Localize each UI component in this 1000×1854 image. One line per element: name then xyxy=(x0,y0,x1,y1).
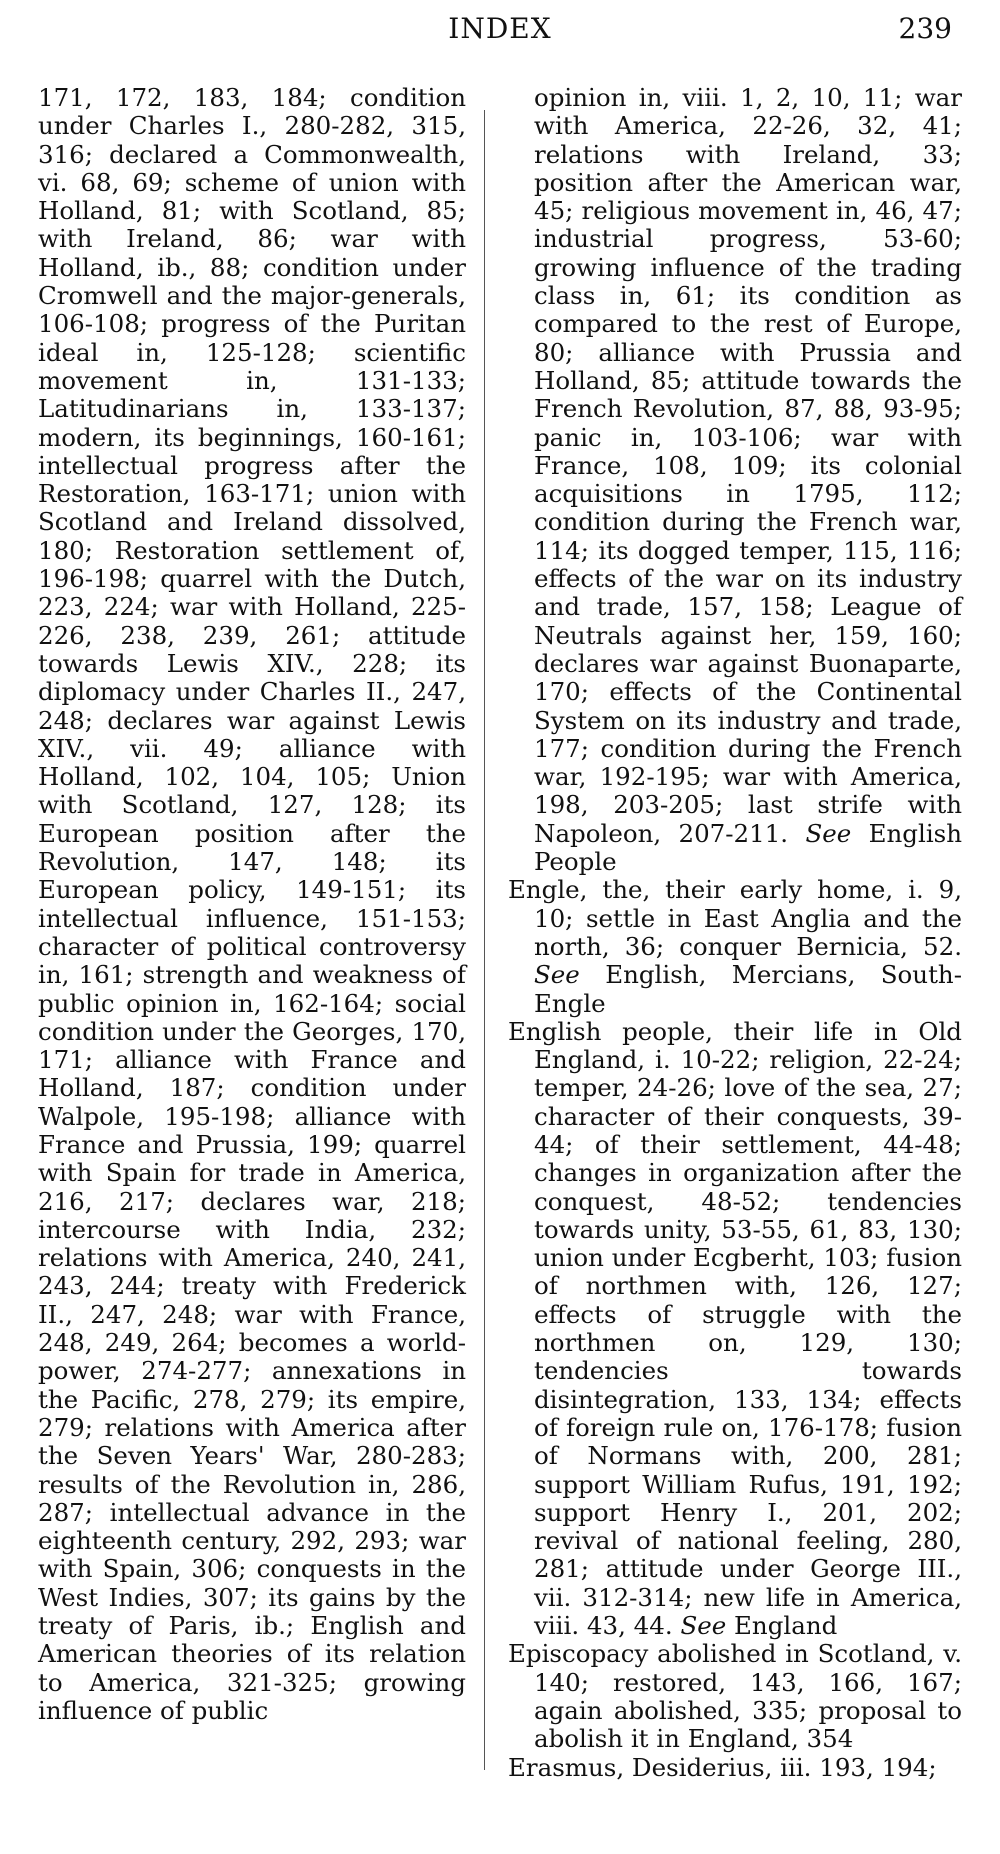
cross-reference-target: English People xyxy=(534,818,963,877)
index-entry-erasmus xyxy=(508,1754,962,1782)
page-header xyxy=(0,12,1000,52)
column-divider xyxy=(484,110,485,1770)
cross-reference-label: See xyxy=(805,818,852,848)
index-entry-continued xyxy=(508,84,962,876)
right-column xyxy=(508,84,962,1782)
index-entry-episcopacy xyxy=(508,1640,962,1753)
cross-reference-label: See xyxy=(680,1611,727,1641)
cross-reference-target: England xyxy=(734,1611,838,1641)
cross-reference-label: See xyxy=(534,960,580,990)
entry-text: Episcopacy abolished in Scotland, v. 140; restored, 143, 166, 167; again abolished, 335; proposal to abolish it in England, 354 xyxy=(508,1639,962,1754)
cross-reference-target: English, Mercians, South-Engle xyxy=(534,960,962,1018)
entry-text: Erasmus, Desiderius, iii. 193, 194; xyxy=(508,1752,937,1782)
page-number: 239 xyxy=(898,12,952,45)
index-entry-engle xyxy=(508,876,962,1017)
index-entry-english-people xyxy=(508,1018,962,1641)
entry-text: English people, their life in Old England, i. 10-22; religion, 22-24; temper, 24-26; love of the sea, 27; character of their conquests, 39-44; of their settlement, 44-48; changes in organization after the conquest, 48-52; tendencies towards unity, 53-55, 61, 83, 130; union under Ecgberht, 103; fusion of northmen with, 126, 127; effects of struggle with the northmen on, 129, 130; tendencies towards disintegration, 133, 134; effects of foreign rule on, 176-178; fusion of Normans with, 200, 281; support William Rufus, 191, 192; support Henry I., 201, 202; revival of national feeling, 280, 281; attitude under George III., vii. 312-314; new life in America, viii. 43, 44. xyxy=(508,1016,962,1641)
index-entry-continued: 171, 172, 183, 184; condition under Charles I., 280-282, 315, 316; declared a Commonwealth, vi. 68, 69; scheme of union with Holland, 81; with Scotland, 85; with Ireland, 86; war with Holland, ib., 88; condition under Cromwell and the major-generals, 106-108; progress of the Puritan ideal in, 125-128; scientific movement in, 131-133; Latitudinarians in, 133-137; modern, its beginnings, 160-161; intellectual progress after the Restoration, 163-171; union with Scotland and Ireland dissolved, 180; Restoration settlement of, 196-198; quarrel with the Dutch, 223, 224; war with Holland, 225-226, 238, 239, 261; attitude towards Lewis XIV., 228; its diplomacy under Charles II., 247, 248; declares war against Lewis XIV., vii. 49; alliance with Holland, 102, 104, 105; Union with Scotland, 127, 128; its European position after the Revolution, 147, 148; its European policy, 149-151; its intellectual influence, 151-153; character of political controversy in, 161; strength and weakness of public opinion in, 162-164; social condition under the Georges, 170, 171; alliance with France and Holland, 187; condition under Walpole, 195-198; alliance with France and Prussia, 199; quarrel with Spain for trade in America, 216, 217; declares war, 218; intercourse with India, 232; relations with America, 240, 241, 243, 244; treaty with Frederick II., 247, 248; war with France, 248, 249, 264; becomes a world-power, 274-277; annexations in the Pacific, 278, 279; its empire, 279; relations with America after the Seven Years' War, 280-283; results of the Revolution in, 286, 287; intellectual advance in the eighteenth century, 292, 293; war with Spain, 306; conquests in the West Indies, 307; its gains by the treaty of Paris, ib.; English and American theories of its relation to America, 321-325; growing influence of public xyxy=(38,83,466,1725)
entry-text: opinion in, viii. 1, 2, 10, 11; war with America, 22-26, 32, 41; relations with Ireland, 33; position after the American war, 45; religious movement in, 46, 47; industrial progress, 53-60; growing influence of the trading class in, 61; its condition as compared to the rest of Europe, 80; alliance with Prussia and Holland, 85; attitude towards the French Revolution, 87, 88, 93-95; panic in, 103-106; war with France, 108, 109; its colonial acquisitions in 1795, 112; condition during the French war, 114; its dogged temper, 115, 116; effects of the war on its industry and trade, 157, 158; League of Neutrals against her, 159, 160; declares war against Buonaparte, 170; effects of the Continental System on its industry and trade, 177; condition during the French war, 192-195; war with America, 198, 203-205; last strife with Napoleon, 207-211. xyxy=(534,83,962,848)
entry-text: Engle, the, their early home, i. 9, 10; settle in East Anglia and the north, 36; conquer Bernicia, 52. xyxy=(508,875,962,961)
left-column xyxy=(38,84,466,1725)
running-title: INDEX xyxy=(448,12,552,45)
